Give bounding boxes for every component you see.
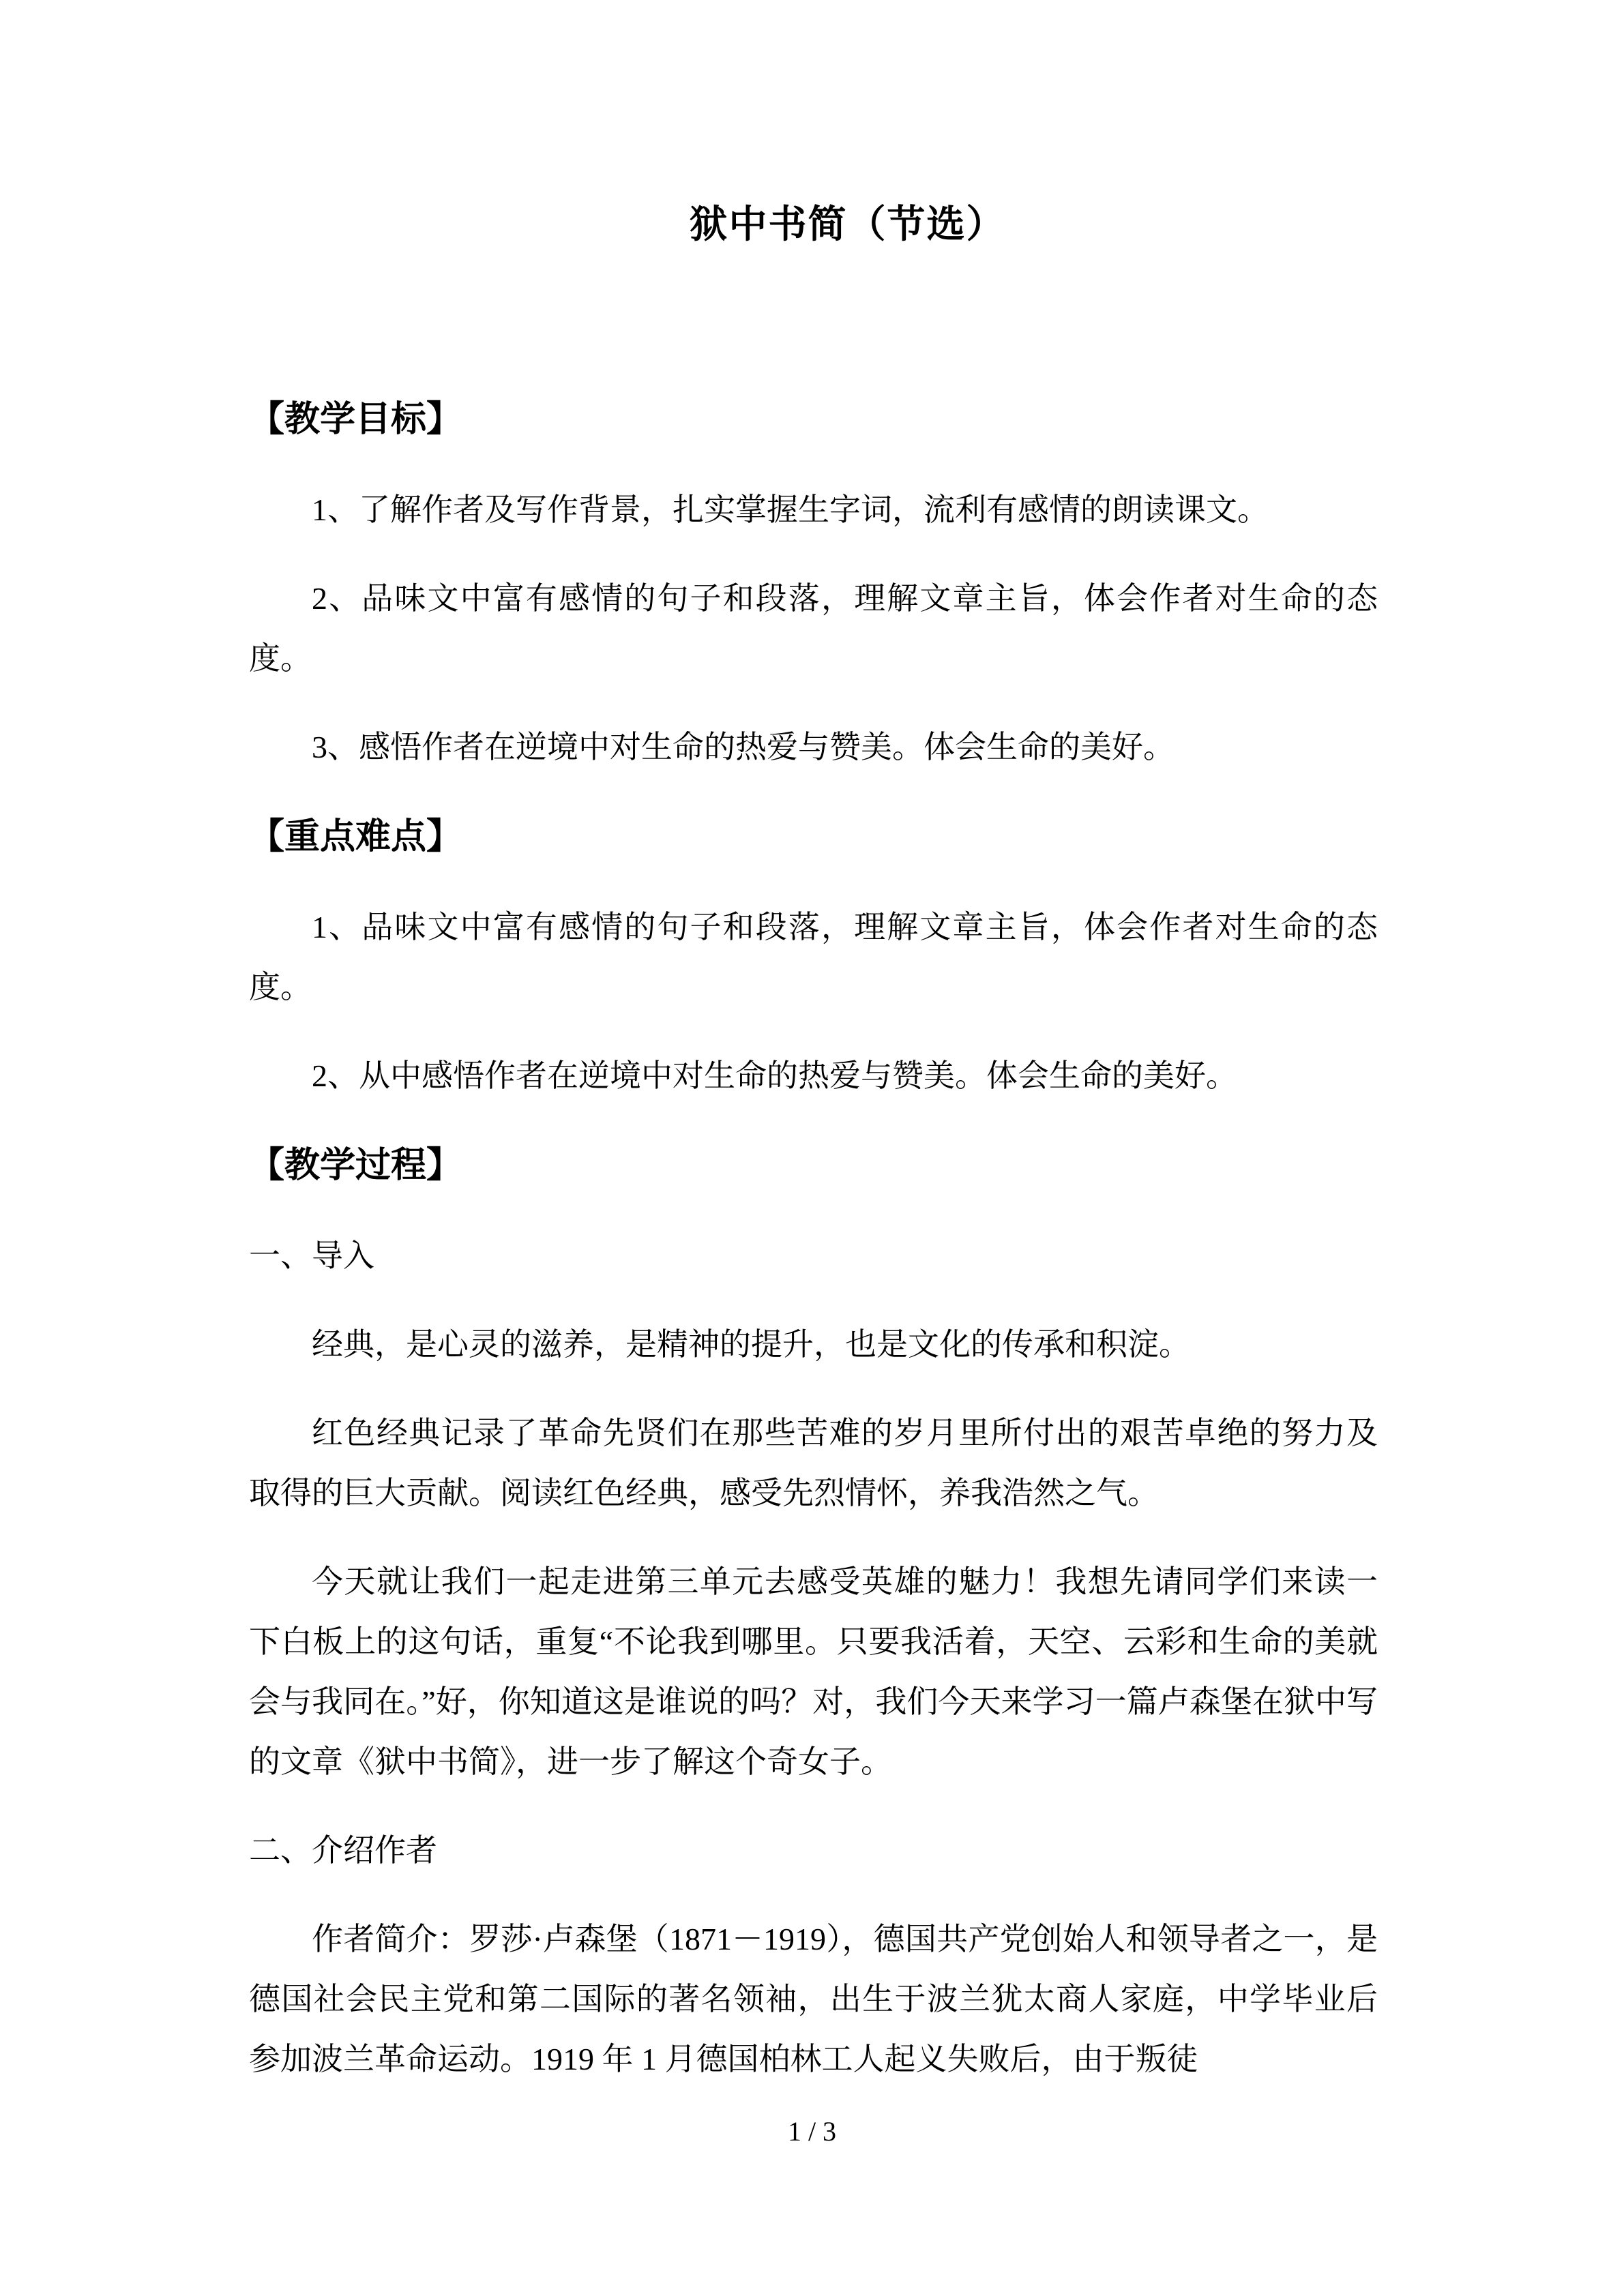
sub-heading: 二、介绍作者 bbox=[249, 1833, 437, 1868]
paragraph: 红色经典记录了革命先贤们在那些苦难的岁月里所付出的艰苦卓绝的努力及取得的巨大贡献。阅读红色经典，感受先烈情怀，养我浩然之气。 bbox=[249, 1416, 1378, 1510]
document-content bbox=[249, 205, 1378, 2118]
paragraph: 2、从中感悟作者在逆境中对生命的热爱与赞美。体会生命的美好。 bbox=[312, 1058, 1237, 1093]
paragraph: 经典，是心灵的滋养，是精神的提升，也是文化的传承和积淀。 bbox=[312, 1327, 1190, 1362]
paragraph: 作者简介：罗莎·卢森堡（1871－1919），德国共产党创始人和领导者之一，是德国社会民主党和第二国际的著名领袖，出生于波兰犹太商人家庭，中学毕业后参加波兰革命运动。1919 年 1 月德国柏林工人起义失败后，由于叛徒 bbox=[249, 1922, 1378, 2076]
document-body bbox=[249, 389, 1378, 2089]
sub-heading: 一、导入 bbox=[249, 1238, 374, 1273]
paragraph: 今天就让我们一起走进第三单元去感受英雄的魅力！我想先请同学们来读一下白板上的这句话，重复“不论我到哪里。只要我活着，天空、云彩和生命的美就会与我同在。”好，你知道这是谁说的吗？对，我们今天来学习一篇卢森堡在狱中写的文章《狱中书简》，进一步了解这个奇女子。 bbox=[249, 1564, 1378, 1779]
section-heading: 【教学目标】 bbox=[249, 400, 462, 439]
paragraph: 3、感悟作者在逆境中对生命的热爱与赞美。体会生命的美好。 bbox=[312, 730, 1175, 764]
paragraph: 2、品味文中富有感情的句子和段落，理解文章主旨，体会作者对生命的态度。 bbox=[249, 581, 1378, 676]
paragraph: 1、品味文中富有感情的句子和段落，理解文章主旨，体会作者对生命的态度。 bbox=[249, 910, 1378, 1004]
section-heading: 【重点难点】 bbox=[249, 818, 462, 856]
paragraph: 1、了解作者及写作背景，扎实掌握生字词，流利有感情的朗读课文。 bbox=[312, 492, 1269, 527]
page-number: 1 / 3 bbox=[787, 2116, 837, 2147]
page-title: 狱中书简（节选） bbox=[689, 204, 1006, 246]
section-heading: 【教学过程】 bbox=[249, 1146, 462, 1185]
